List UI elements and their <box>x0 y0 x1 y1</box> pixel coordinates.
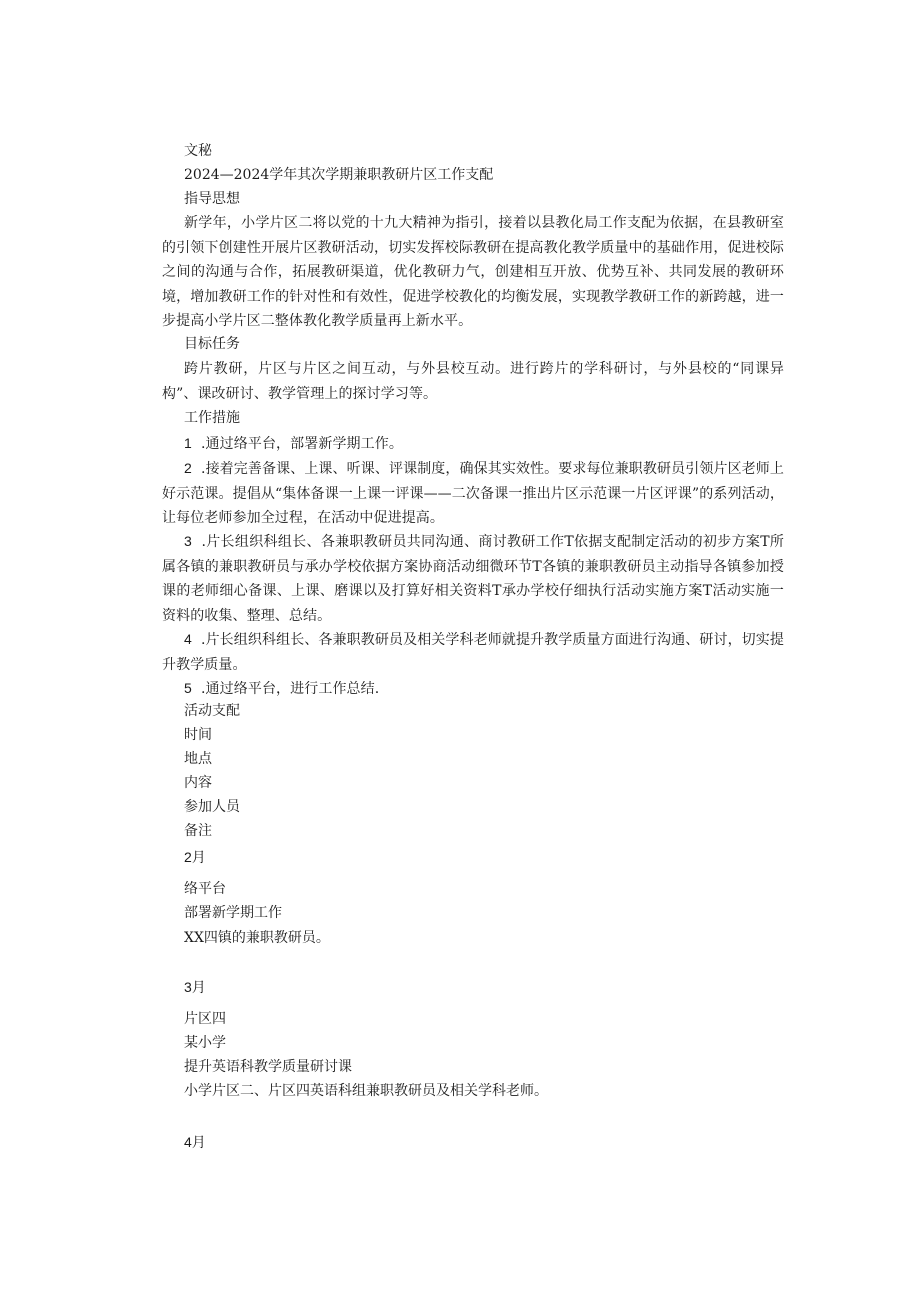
measure-item-3: 3 .片长组织科组长、各兼职教研员共同沟通、商讨教研工作T依据支配制定活动的初步方案T所属各镇的兼职教研员与承办学校依据方案协商活动细微环节T各镇的兼职教研员主动指导各镇参加授课的老师细心备课、上课、磨课以及打算好相关资料T承办学校仔细执行活动实施方案T活动实施一资料的收集、整理、总结。 <box>162 533 784 624</box>
heading-goals: 目标任务 <box>184 336 240 352</box>
schedule-column-content: 内容 <box>184 775 212 791</box>
paragraph-guiding-thought: 新学年，小学片区二将以党的十九大精神为指引，接着以县教化局工作支配为依据，在县教研室的引领下创建性开展片区教研活动，切实发挥校际教研在提高教化教学质量中的基础作用，促进校际之间的沟通与合作，拓展教研渠道，优化教研力气，创建相互开放、优势互补、共同发展的教研环境，增加教研工作的针对性和有效性，促进学校教化的均衡发展，实现教学教研工作的新跨越，进一步提高小学片区二整体教化教学质量再上新水平。 <box>162 215 784 329</box>
schedule-row-1-content: 部署新学期工作 <box>184 905 282 921</box>
schedule-column-participants: 参加人员 <box>184 799 240 815</box>
schedule-row-2-participants: 小学片区二、片区四英语科组兼职教研员及相关学科老师。 <box>184 1083 548 1099</box>
schedule-row-2-place2: 某小学 <box>184 1035 226 1051</box>
measure-item-5: 5 .通过络平台，进行工作总结. <box>184 680 380 697</box>
doc-title: 2024—2024学年其次学期兼职教研片区工作支配 <box>184 167 494 183</box>
doc-label: 文秘 <box>184 143 212 159</box>
measure-item-1: 1 .通过络平台，部署新学期工作。 <box>184 435 403 452</box>
paragraph-goals: 跨片教研，片区与片区之间互动，与外县校互动。进行跨片的学科研讨，与外县校的“同课异构”、课改研讨、教学管理上的探讨学习等。 <box>162 361 784 402</box>
schedule-column-notes: 备注 <box>184 823 212 839</box>
schedule-column-place: 地点 <box>184 751 212 767</box>
measure-item-4: 4 .片长组织科组长、各兼职教研员及相关学科老师就提升教学质量方面进行沟通、研讨，切实提升教学质量。 <box>162 631 784 673</box>
measure-item-2: 2 .接着完善备课、上课、听课、评课制度，确保其实效性。要求每位兼职教研员引领片区老师上好示范课。提倡从“集体备课一上课一评课——二次备课一推出片区示范课一片区评课”的系列活动，让每位老师参加全过程，在活动中促进提高。 <box>162 460 784 526</box>
schedule-row-1-month: 2月 <box>184 849 206 865</box>
schedule-row-2-content: 提升英语科教学质量研讨课 <box>184 1059 352 1075</box>
heading-measures: 工作措施 <box>184 410 240 426</box>
schedule-row-3-month: 4月 <box>184 1134 206 1150</box>
schedule-row-1-place: 络平台 <box>184 881 226 897</box>
heading-schedule: 活动支配 <box>184 703 240 719</box>
schedule-row-1-participants: XX四镇的兼职教研员。 <box>184 930 330 946</box>
schedule-column-time: 时间 <box>184 727 212 743</box>
schedule-row-2-place: 片区四 <box>184 1011 226 1027</box>
heading-guiding-thought: 指导思想 <box>184 191 240 207</box>
schedule-row-2-month: 3月 <box>184 979 206 995</box>
